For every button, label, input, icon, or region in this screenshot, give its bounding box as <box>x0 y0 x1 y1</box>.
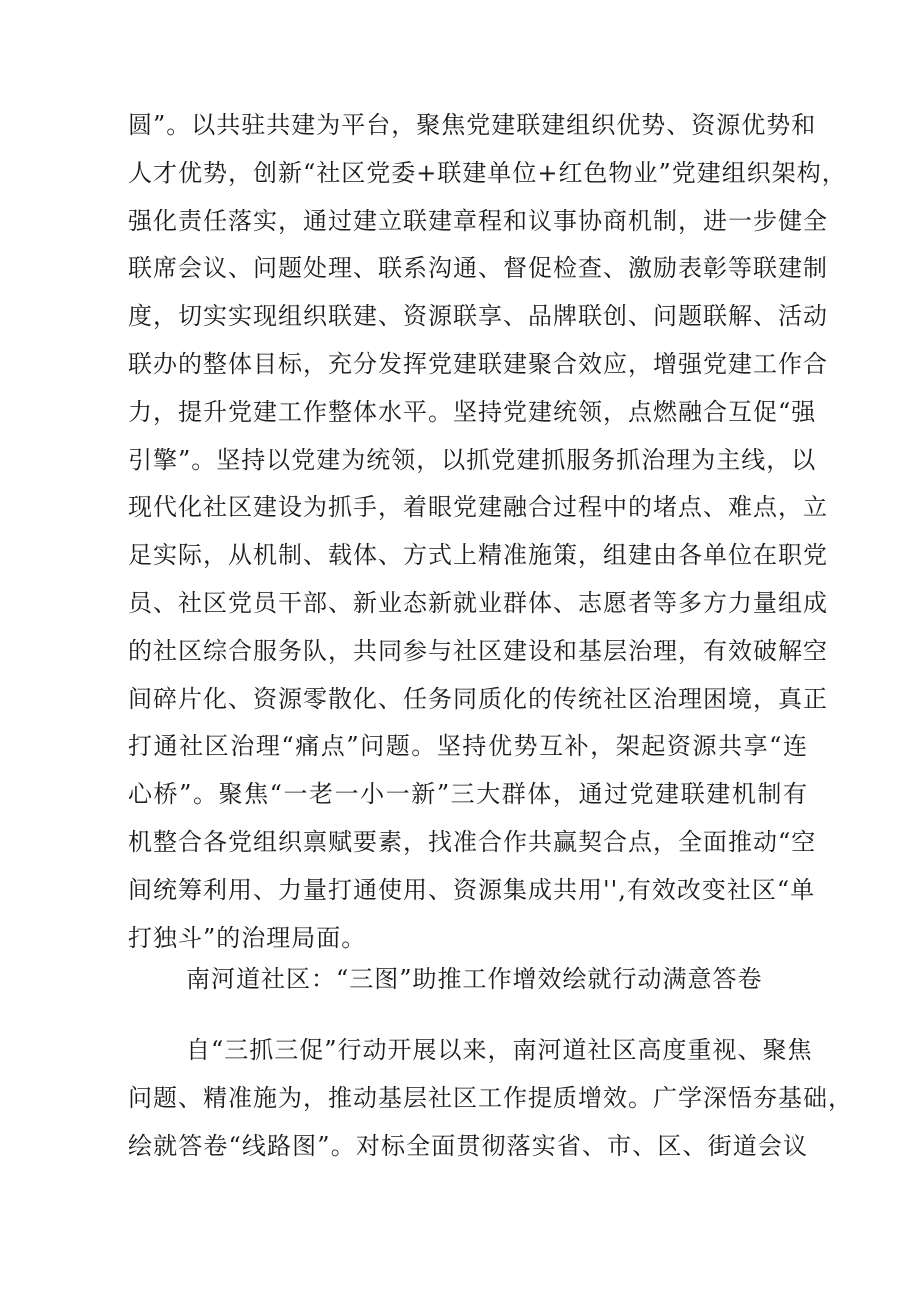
paragraph-line: 度，切实实现组织联建、资源联享、品牌联创、问题联解、活动 <box>128 302 828 331</box>
paragraph-line: 自“三抓三促”行动开展以来，南河道社区高度重视、聚焦 <box>186 1036 813 1064</box>
paragraph-line: 绘就答卷“线路图”。对标全面贯彻落实省、市、区、街道会议 <box>128 1131 808 1160</box>
paragraph-line: 联办的整体目标，充分发挥党建联建聚合效应，增强党建工作合 <box>128 349 828 378</box>
paragraph-line: 人才优势，创新“社区党委+联建单位+红色物业”党建组织架构， <box>128 158 847 187</box>
paragraph-line: 引擎”。坚持以党建为统领，以抓党建抓服务抓治理为主线，以 <box>128 445 817 474</box>
paragraph-line: 的社区综合服务队，共同参与社区建设和基层治理，有效破解空 <box>128 636 828 665</box>
paragraph-line: 问题、精准施为，推动基层社区工作提质增效。广学深悟夯基础， <box>128 1083 853 1112</box>
section-heading: 南河道社区：“三图”助推工作增效绘就行动满意答卷 <box>186 965 763 993</box>
paragraph-2 <box>128 1027 853 1170</box>
paragraph-line: 圆”。以共驻共建为平台，聚焦党建联建组织优势、资源优势和 <box>128 111 817 139</box>
paragraph-line: 间统筹利用、力量打通使用、资源集成共用'',有效改变社区“单 <box>128 875 816 904</box>
paragraph-line: 力，提升党建工作整体水平。坚持党建统领，点燃融合互促“强 <box>128 397 817 426</box>
paragraph-1 <box>128 102 847 962</box>
paragraph-line: 现代化社区建设为抓手，着眼党建融合过程中的堵点、难点，立 <box>128 493 828 522</box>
paragraph-line: 间碎片化、资源零散化、任务同质化的传统社区治理困境，真正 <box>128 684 828 713</box>
paragraph-line: 打独斗”的治理局面。 <box>128 923 367 952</box>
paragraph-line: 打通社区治理“痛点”问题。坚持优势互补，架起资源共享“连 <box>128 732 808 761</box>
paragraph-line: 机整合各党组织禀赋要素，找准合作共赢契合点，全面推动“空 <box>128 827 817 856</box>
paragraph-line: 联席会议、问题处理、联系沟通、督促检查、激励表彰等联建制 <box>128 254 828 283</box>
paragraph-line: 心桥”。聚焦“一老一小一新”三大群体，通过党建联建机制有 <box>128 780 808 809</box>
paragraph-line: 足实际，从机制、载体、方式上精准施策，组建由各单位在职党 <box>128 541 828 570</box>
paragraph-line: 强化责任落实，通过建立联建章程和议事协商机制，进一步健全 <box>128 206 828 235</box>
paragraph-line: 员、社区党员干部、新业态新就业群体、志愿者等多方力量组成 <box>128 588 828 617</box>
